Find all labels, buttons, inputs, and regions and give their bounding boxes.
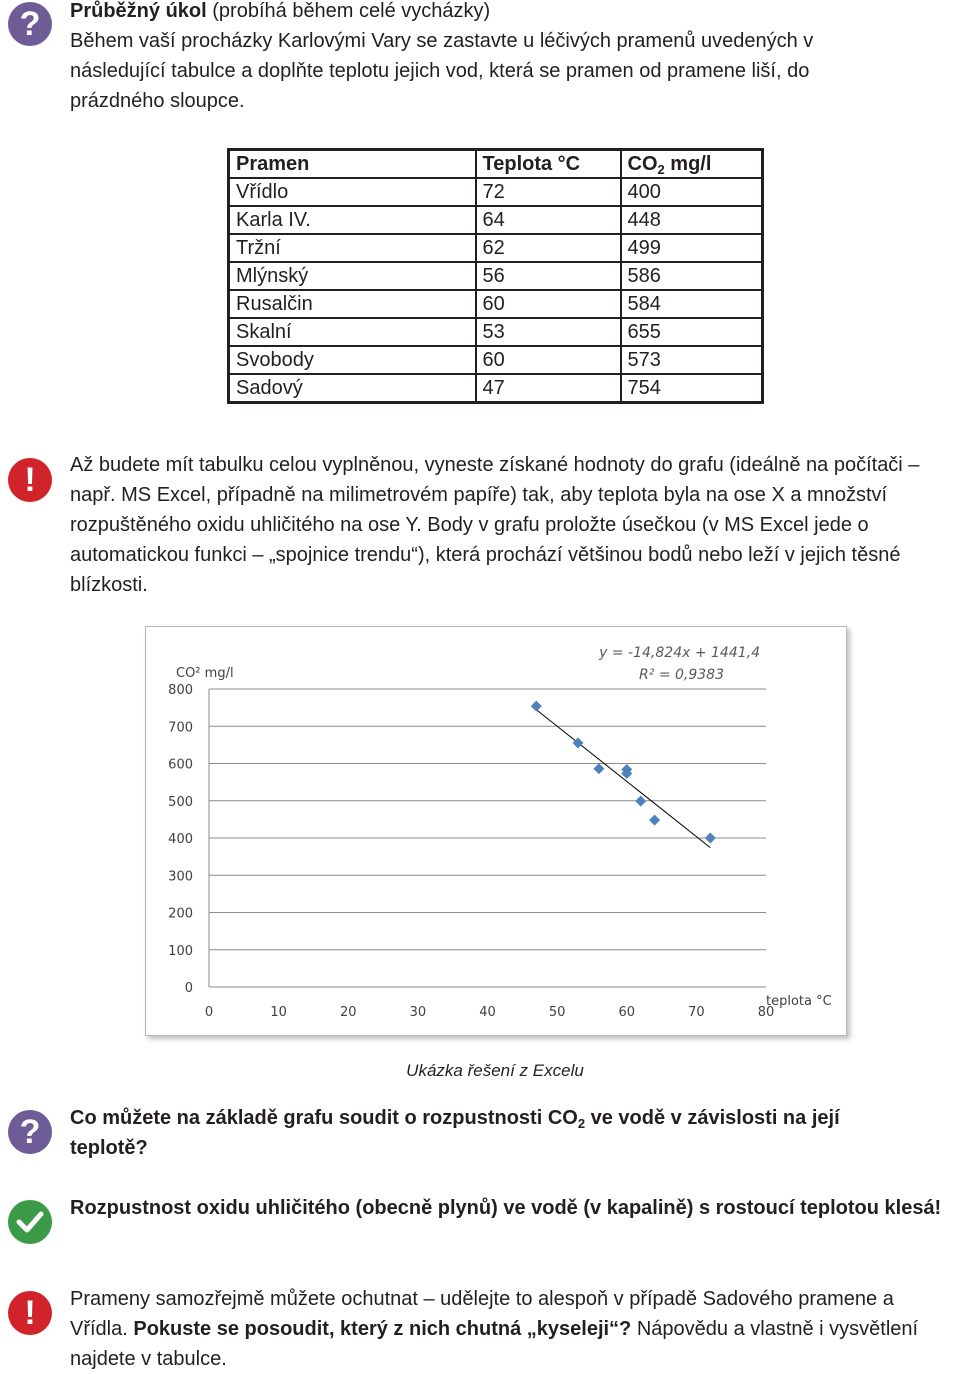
- cell-co2: 400: [621, 178, 763, 206]
- table-row: [229, 234, 763, 262]
- cell-spring: Tržní: [229, 234, 476, 262]
- tip-text: Prameny samozřejmě můžete ochutnat – udělejte to alespoň v případě Sadového pramene a Vřídla. Pokuste se posoudit, který z nich chutná „kyseleji“? Nápovědu a vlastně i vysvětlení najdete v tabulce.: [70, 1288, 919, 1370]
- task-text: Během vaší procházky Karlovými Vary se zastavte u léčivých pramenů uvedených v následující tabulce a doplňte teplotu jejich vod, která se pramen od pramene liší, do prázdného sloupce.: [70, 30, 814, 112]
- question-icon: ?: [8, 2, 52, 46]
- instruction-text: Až budete mít tabulku celou vyplněnou, vyneste získané hodnoty do grafu (ideálně na počítači – např. MS Excel, případně na milimetrovém papíře) tak, aby teplota byla na ose X a množství rozpuštěného oxidu uhličitého na ose Y. Body v grafu proložte úsečkou (v MS Excel jede o automatickou funkci – „spojnice trendu“), která prochází většinou bodů nebo leží v jejich těsné blízkosti.: [70, 454, 920, 596]
- table-row: [229, 290, 763, 318]
- data-point: [649, 815, 660, 826]
- question-block: [70, 1103, 910, 1163]
- exclamation-icon-2: !: [8, 1291, 52, 1335]
- cell-spring: Karla IV.: [229, 206, 476, 234]
- header-spring: Pramen: [229, 150, 476, 179]
- cell-co2: 573: [621, 346, 763, 374]
- task-title-note: (probíhá během celé vycházky): [212, 0, 491, 22]
- cell-temperature: 56: [476, 262, 621, 290]
- trendline: [536, 710, 710, 848]
- x-tick-label: 20: [339, 1005, 357, 1020]
- cell-co2: 499: [621, 234, 763, 262]
- cell-temperature: 60: [476, 346, 621, 374]
- answer-block: [70, 1193, 960, 1223]
- x-tick-label: 70: [688, 1005, 705, 1020]
- cell-temperature: 47: [476, 374, 621, 403]
- x-tick-label: 30: [409, 1005, 427, 1020]
- cell-spring: Rusalčin: [229, 290, 476, 318]
- data-point: [635, 796, 646, 807]
- answer-text: Rozpustnost oxidu uhličitého (obecně plynů) ve vodě (v kapalině) s rostoucí teplotou klesá!: [70, 1197, 942, 1219]
- cell-temperature: 72: [476, 178, 621, 206]
- cell-temperature: 53: [476, 318, 621, 346]
- y-tick-label: 300: [168, 869, 193, 885]
- x-axis-title: teplota °C: [766, 994, 832, 1009]
- y-axis-title: CO² mg/l: [176, 666, 234, 681]
- exclamation-icon: !: [8, 458, 52, 502]
- y-tick-label: 200: [168, 906, 193, 922]
- x-tick-label: 40: [479, 1005, 496, 1020]
- x-tick-label: 80: [757, 1005, 775, 1020]
- springs-table: [227, 148, 764, 404]
- table-row: [229, 206, 763, 234]
- cell-temperature: 64: [476, 206, 621, 234]
- table-row: [229, 178, 763, 206]
- cell-spring: Vřídlo: [229, 178, 476, 206]
- y-tick-label: 700: [168, 720, 193, 736]
- tip-block: [70, 1284, 950, 1374]
- data-point: [593, 763, 604, 774]
- y-tick-label: 0: [184, 981, 193, 996]
- cell-co2: 586: [621, 262, 763, 290]
- x-tick-label: 10: [270, 1005, 287, 1020]
- scatter-chart: [146, 627, 846, 1035]
- y-tick-label: 500: [168, 794, 193, 810]
- header-temperature: Teplota °C: [476, 150, 621, 179]
- cell-spring: Svobody: [229, 346, 476, 374]
- question-text: Co můžete na základě grafu soudit o rozpustnosti $CO_2$ ve vodě v závislosti na její teplotě?: [70, 1107, 840, 1159]
- question-icon-2: ?: [8, 1110, 52, 1154]
- data-point: [705, 833, 716, 844]
- y-tick-label: 600: [168, 757, 193, 773]
- y-tick-label: 800: [168, 683, 193, 698]
- data-point: [531, 701, 542, 712]
- cell-co2: 448: [621, 206, 763, 234]
- table-row: [229, 318, 763, 346]
- table-row: [229, 374, 763, 403]
- r-squared: R² = 0,9383: [639, 667, 724, 683]
- cell-co2: 754: [621, 374, 763, 403]
- y-tick-label: 100: [168, 943, 193, 959]
- cell-co2: 584: [621, 290, 763, 318]
- chart-caption: Ukázka řešení z Excelu: [406, 1061, 584, 1080]
- header-co2: $CO_2$ mg/l: [621, 150, 763, 179]
- excel-chart: [145, 626, 847, 1036]
- task-block: [70, 0, 960, 116]
- x-tick-label: 0: [204, 1005, 214, 1020]
- cell-co2: 655: [621, 318, 763, 346]
- table-row: [229, 262, 763, 290]
- x-tick-label: 60: [618, 1005, 636, 1020]
- cell-spring: Mlýnský: [229, 262, 476, 290]
- x-tick-label: 50: [548, 1005, 566, 1020]
- instruction-block: [70, 450, 960, 600]
- table-row: [229, 346, 763, 374]
- y-tick-label: 400: [168, 832, 193, 847]
- table-header-row: [229, 150, 763, 179]
- cell-spring: Skalní: [229, 318, 476, 346]
- cell-temperature: 62: [476, 234, 621, 262]
- check-icon: [8, 1200, 52, 1244]
- task-title: Průběžný úkol: [70, 0, 207, 22]
- cell-spring: Sadový: [229, 374, 476, 403]
- cell-temperature: 60: [476, 290, 621, 318]
- trendline-equation: y = -14,824x + 1441,4: [599, 645, 760, 661]
